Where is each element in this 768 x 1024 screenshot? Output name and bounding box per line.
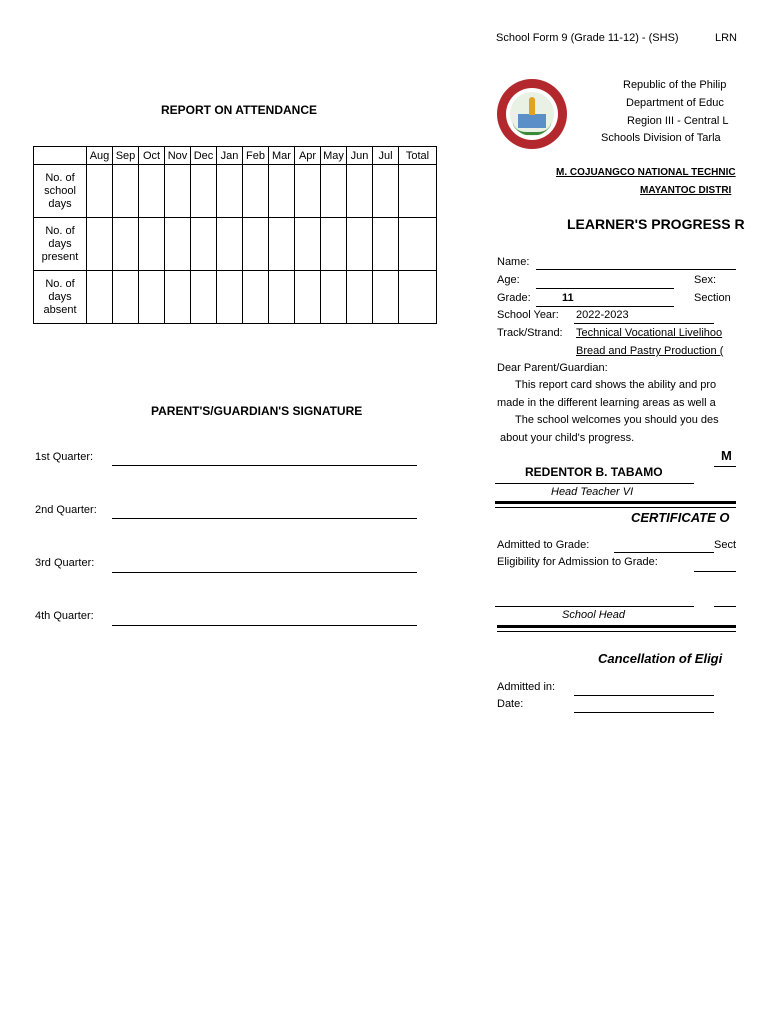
certificate-title: CERTIFICATE O (631, 510, 730, 525)
date-signature-line[interactable] (714, 606, 736, 607)
cancellation-title: Cancellation of Eligi (598, 651, 723, 666)
head-teacher-name: REDENTOR B. TABAMO (525, 465, 663, 479)
republic-text: Republic of the Philip (623, 79, 727, 91)
attendance-total-cell[interactable] (399, 271, 437, 324)
lrn-label: LRN (715, 32, 738, 44)
header-blank-cell (34, 147, 87, 165)
admitted-in-field[interactable] (574, 695, 714, 696)
signature-line[interactable] (112, 625, 417, 626)
attendance-cell[interactable] (87, 271, 113, 324)
attendance-cell[interactable] (347, 218, 373, 271)
month-header: Nov (165, 147, 191, 165)
attendance-cell[interactable] (295, 271, 321, 324)
school-head-label: School Head (562, 609, 625, 621)
attendance-cell[interactable] (295, 165, 321, 218)
attendance-cell[interactable] (139, 271, 165, 324)
attendance-cell[interactable] (217, 165, 243, 218)
section-divider (497, 625, 736, 632)
cert-section-label: Sect (714, 539, 737, 551)
attendance-table (33, 146, 437, 324)
school-year-value: 2022-2023 (576, 309, 629, 321)
quarter-label: 1st Quarter: (35, 451, 94, 463)
name-label: Name: (497, 256, 530, 268)
letter-text: made in the different learning areas as well a (497, 397, 716, 409)
month-header: Apr (295, 147, 321, 165)
school-year-field[interactable] (574, 323, 714, 324)
division-text: Schools Division of Tarla (601, 132, 721, 144)
form-title: School Form 9 (Grade 11-12) - (SHS) (496, 32, 679, 44)
attendance-row (34, 165, 437, 218)
attendance-cell[interactable] (87, 165, 113, 218)
attendance-cell[interactable] (243, 271, 269, 324)
signature-line[interactable] (112, 465, 417, 466)
attendance-cell[interactable] (165, 165, 191, 218)
month-header: Jul (373, 147, 399, 165)
head-teacher-signature-line[interactable] (495, 483, 694, 484)
letter-text: This report card shows the ability and pro (515, 379, 717, 391)
attendance-cell[interactable] (113, 218, 139, 271)
quarter-label: 2nd Quarter: (35, 504, 97, 516)
total-header: Total (399, 147, 437, 165)
age-label: Age: (497, 274, 520, 286)
attendance-cell[interactable] (165, 218, 191, 271)
attendance-cell[interactable] (347, 271, 373, 324)
quarter-label: 3rd Quarter: (35, 557, 95, 569)
school-year-label: School Year: (497, 309, 559, 321)
month-header: Jan (217, 147, 243, 165)
attendance-cell[interactable] (321, 271, 347, 324)
attendance-cell[interactable] (373, 271, 399, 324)
attendance-cell[interactable] (113, 165, 139, 218)
month-header: Mar (269, 147, 295, 165)
attendance-cell[interactable] (191, 165, 217, 218)
adviser-signature-line[interactable] (714, 466, 736, 467)
admitted-in-label: Admitted in: (497, 681, 556, 693)
attendance-cell[interactable] (321, 165, 347, 218)
month-header: Dec (191, 147, 217, 165)
admitted-grade-field[interactable] (614, 552, 714, 553)
school-name: M. COJUANGCO NATIONAL TECHNIC (556, 167, 736, 178)
signature-title: PARENT'S/GUARDIAN'S SIGNATURE (151, 404, 363, 418)
admitted-grade-label: Admitted to Grade: (497, 539, 590, 551)
attendance-header-row (34, 147, 437, 165)
grade-field[interactable] (536, 306, 674, 307)
attendance-cell[interactable] (373, 165, 399, 218)
attendance-cell[interactable] (139, 218, 165, 271)
attendance-cell[interactable] (373, 218, 399, 271)
section-label: Section (694, 292, 731, 304)
month-header: Jun (347, 147, 373, 165)
attendance-cell[interactable] (295, 218, 321, 271)
row-label-days-absent: No. of days absent (34, 271, 87, 324)
attendance-row (34, 218, 437, 271)
attendance-cell[interactable] (269, 271, 295, 324)
signature-line[interactable] (112, 572, 417, 573)
attendance-cell[interactable] (243, 218, 269, 271)
attendance-total-cell[interactable] (399, 165, 437, 218)
row-label-school-days: No. of school days (34, 165, 87, 218)
school-division-seal-icon (497, 79, 567, 149)
signature-line[interactable] (112, 518, 417, 519)
attendance-cell[interactable] (243, 165, 269, 218)
eligibility-field[interactable] (694, 571, 736, 572)
name-field[interactable] (536, 269, 736, 270)
cancellation-date-label: Date: (497, 698, 524, 710)
attendance-cell[interactable] (165, 271, 191, 324)
attendance-row (34, 271, 437, 324)
grade-value: 11 (562, 292, 574, 304)
month-header: Sep (113, 147, 139, 165)
school-head-signature-line[interactable] (495, 606, 694, 607)
month-header: Feb (243, 147, 269, 165)
attendance-title: REPORT ON ATTENDANCE (161, 103, 317, 117)
region-text: Region III - Central L (627, 115, 729, 127)
attendance-cell[interactable] (217, 218, 243, 271)
section-divider (495, 501, 736, 508)
adviser-initial: M (721, 448, 732, 463)
school-district: MAYANTOC DISTRI (640, 185, 732, 196)
row-label-days-present: No. of days present (34, 218, 87, 271)
track-value: Technical Vocational Livelihoo (576, 327, 723, 339)
salutation: Dear Parent/Guardian: (497, 362, 608, 374)
attendance-cell[interactable] (191, 271, 217, 324)
attendance-cell[interactable] (191, 218, 217, 271)
attendance-cell[interactable] (269, 218, 295, 271)
department-text: Department of Educ (626, 97, 724, 109)
track-label: Track/Strand: (497, 327, 563, 339)
attendance-cell[interactable] (347, 165, 373, 218)
month-header: May (321, 147, 347, 165)
sex-label: Sex: (694, 274, 717, 286)
cancellation-date-field[interactable] (574, 712, 714, 713)
attendance-cell[interactable] (269, 165, 295, 218)
attendance-cell[interactable] (217, 271, 243, 324)
month-header: Aug (87, 147, 113, 165)
attendance-cell[interactable] (113, 271, 139, 324)
attendance-cell[interactable] (87, 218, 113, 271)
attendance-total-cell[interactable] (399, 218, 437, 271)
age-field[interactable] (536, 288, 674, 289)
quarter-label: 4th Quarter: (35, 610, 94, 622)
attendance-cell[interactable] (139, 165, 165, 218)
attendance-cell[interactable] (321, 218, 347, 271)
eligibility-label: Eligibility for Admission to Grade: (497, 556, 658, 568)
letter-text: The school welcomes you should you des (515, 414, 719, 426)
strand-value: Bread and Pastry Production ( (576, 345, 724, 357)
head-teacher-title: Head Teacher VI (551, 486, 634, 498)
letter-text: about your child's progress. (500, 432, 635, 444)
month-header: Oct (139, 147, 165, 165)
grade-label: Grade: (497, 292, 531, 304)
report-title: LEARNER'S PROGRESS R (567, 216, 745, 232)
